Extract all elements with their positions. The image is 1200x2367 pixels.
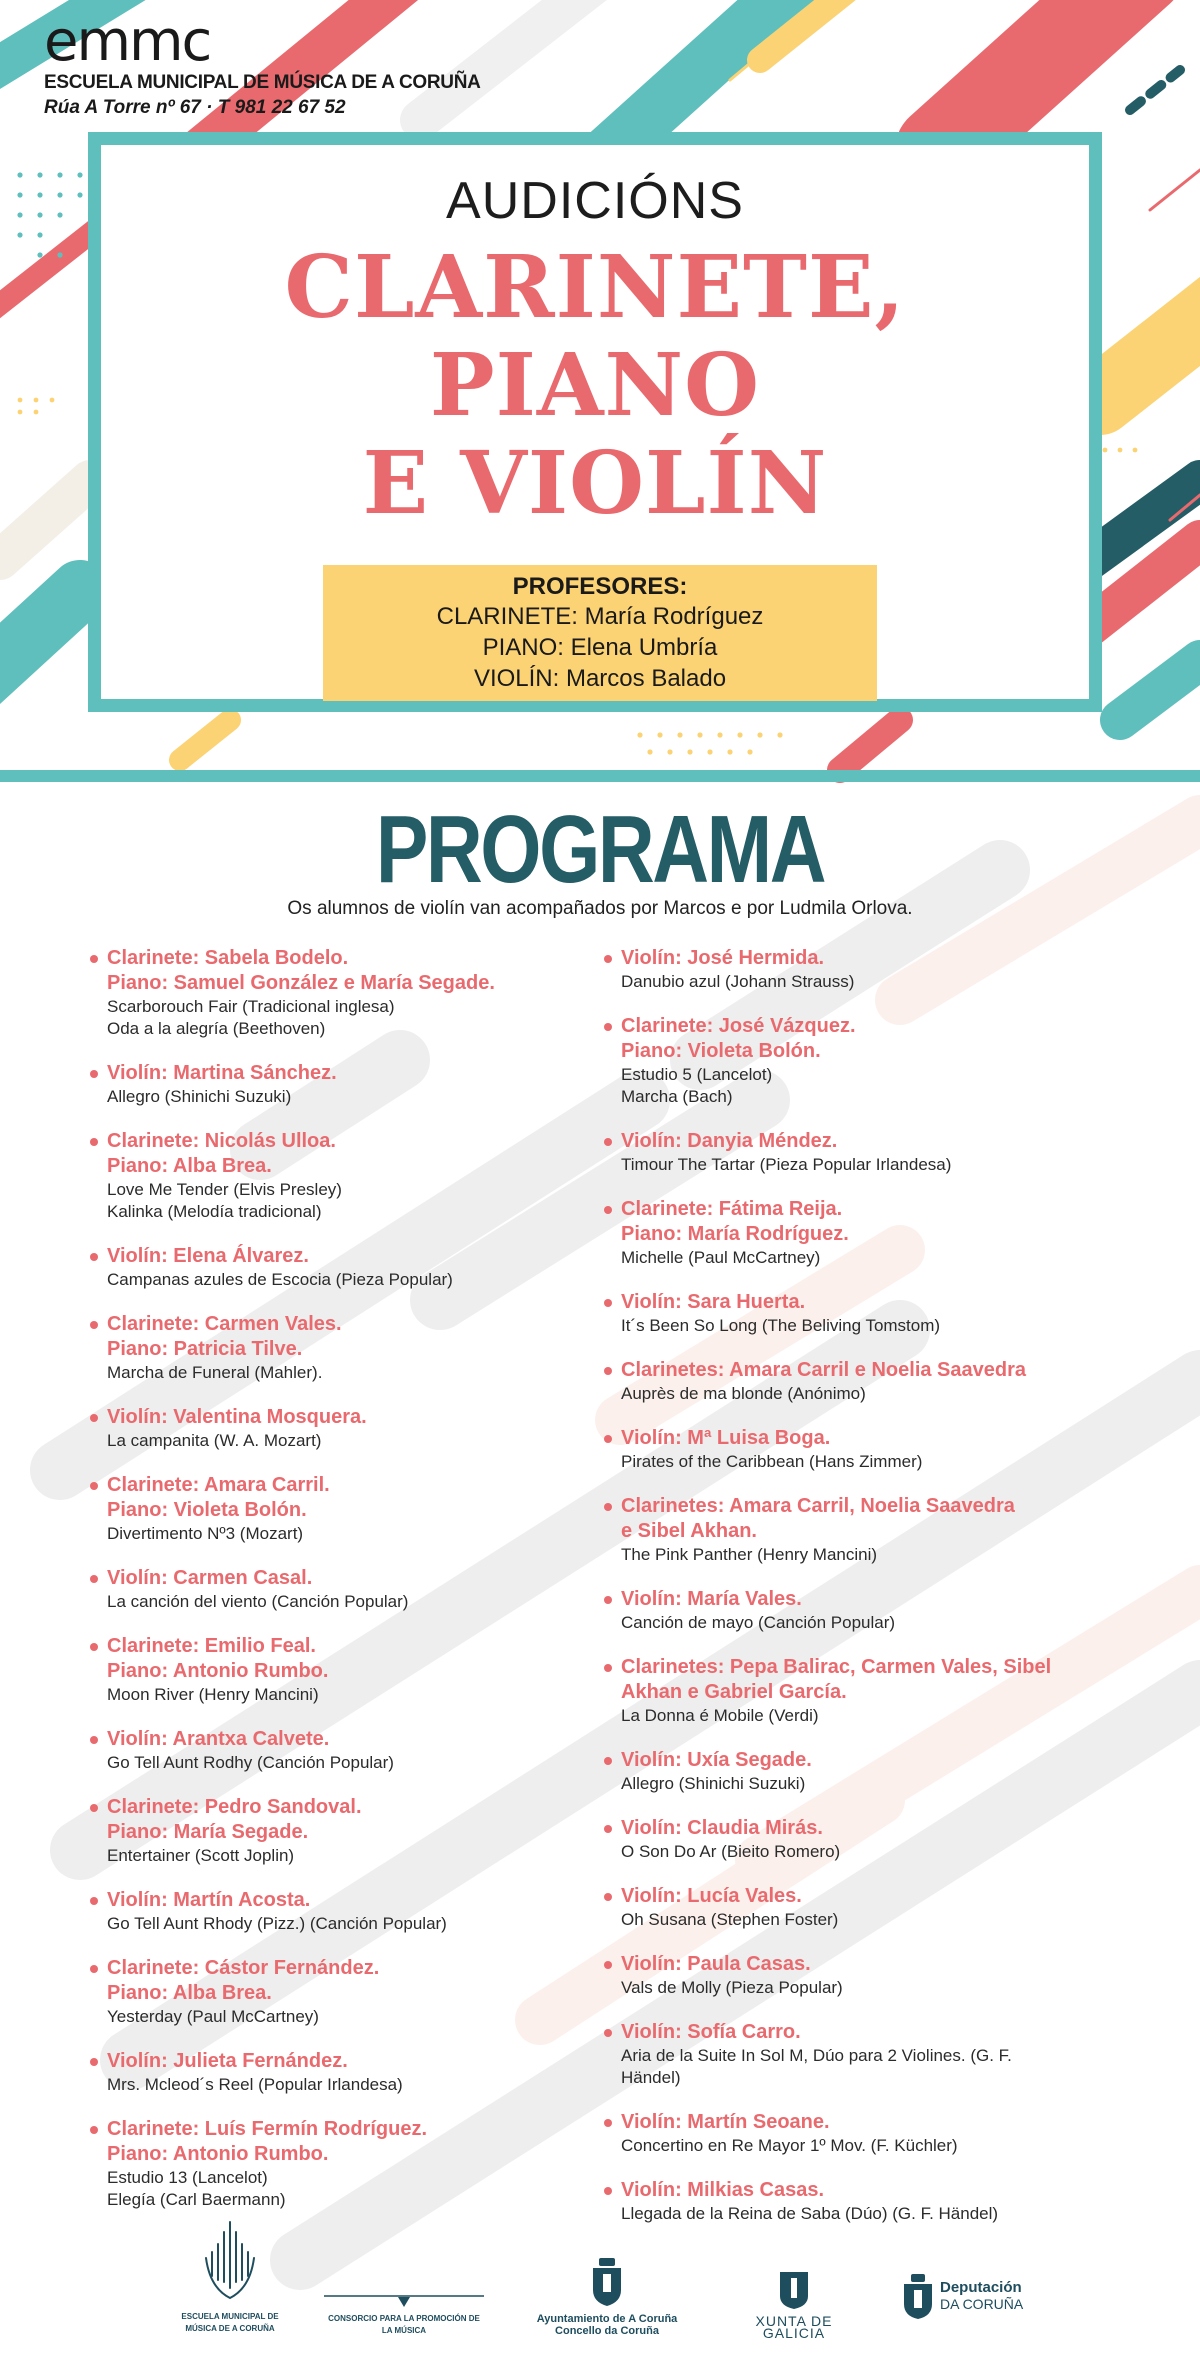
performer-line: Violín: Uxía Segade. bbox=[621, 1749, 812, 1771]
piece-line: Estudio 13 (Lancelot) bbox=[107, 2168, 268, 2187]
performer-line: Clarinete: Cástor Fernández. bbox=[107, 1957, 380, 1979]
performer-line: Violín: Milkias Casas. bbox=[621, 2179, 825, 2201]
program-entry bbox=[604, 946, 1124, 993]
program-entry bbox=[90, 1634, 590, 1706]
performer-line: Piano: María Rodríguez. bbox=[621, 1223, 849, 1245]
performer-line: Clarinete: Carmen Vales. bbox=[107, 1313, 342, 1335]
performer-line: Violín: Martina Sánchez. bbox=[107, 1062, 337, 1084]
piece-line: Oh Susana (Stephen Foster) bbox=[621, 1910, 839, 1929]
program-entry bbox=[90, 1473, 590, 1545]
piece-line: Moon River (Henry Mancini) bbox=[107, 1685, 319, 1704]
piece-line: Mrs. Mcleod´s Reel (Popular Irlandesa) bbox=[107, 2075, 403, 2094]
section-divider bbox=[0, 770, 1200, 782]
piece-line: Oda a la alegría (Beethoven) bbox=[107, 1019, 326, 1038]
program-entry bbox=[90, 1888, 590, 1935]
school-address: Rúa A Torre nº 67 · T 981 22 67 52 bbox=[44, 97, 346, 118]
program-entry bbox=[90, 1061, 590, 1108]
program-entry bbox=[604, 1129, 1124, 1176]
piece-line: It´s Been So Long (The Beliving Tomstom) bbox=[621, 1316, 941, 1335]
piece-line: Pirates of the Caribbean (Hans Zimmer) bbox=[621, 1452, 923, 1471]
performer-line: e Sibel Akhan. bbox=[621, 1520, 757, 1542]
performer-line: Violín: Danyia Méndez. bbox=[621, 1130, 838, 1152]
program-entry bbox=[90, 1795, 590, 1867]
program-entry bbox=[604, 1587, 1124, 1634]
program-entry bbox=[90, 1727, 590, 1774]
hero-title-line1: CLARINETE, bbox=[284, 237, 906, 338]
program-entry bbox=[604, 1748, 1124, 1795]
professors-heading: PROFESORES: bbox=[512, 573, 688, 600]
piece-line: Michelle (Paul McCartney) bbox=[621, 1248, 821, 1267]
performer-line: Piano: Alba Brea. bbox=[107, 1982, 272, 2004]
deputacion-emblem-icon bbox=[902, 2272, 934, 2320]
consorcio-logo bbox=[324, 2294, 484, 2337]
piece-line: Allegro (Shinichi Suzuki) bbox=[621, 1774, 806, 1793]
program-entry bbox=[90, 1566, 590, 1613]
professors-panel bbox=[323, 565, 877, 701]
ayuntamiento-logo bbox=[522, 2256, 692, 2337]
piece-line: La canción del viento (Canción Popular) bbox=[107, 1592, 409, 1611]
program-entry bbox=[604, 1494, 1124, 1566]
piece-line: Entertainer (Scott Joplin) bbox=[107, 1846, 295, 1865]
programa-title: PROGRAMA bbox=[375, 796, 825, 903]
hero-card bbox=[88, 132, 1102, 712]
deputacion-logo bbox=[902, 2272, 1032, 2320]
piece-line: La Donna é Mobile (Verdi) bbox=[621, 1706, 819, 1725]
triangle-icon bbox=[324, 2294, 484, 2308]
school-name: ESCUELA MUNICIPAL DE MÚSICA DE A CORUÑA bbox=[44, 72, 481, 93]
performer-line: Clarinetes: Amara Carril e Noelia Saavedra bbox=[621, 1359, 1027, 1381]
performer-line: Piano: Samuel González e María Segade. bbox=[107, 972, 495, 994]
program-entry bbox=[90, 2049, 590, 2096]
xunta-logo bbox=[724, 2270, 864, 2339]
performer-line: Piano: Alba Brea. bbox=[107, 1155, 272, 1177]
performer-line: Violín: Sofía Carro. bbox=[621, 2021, 801, 2043]
performer-line: Akhan e Gabriel García. bbox=[621, 1681, 847, 1703]
emmc-footer-text: ESCUELA MUNICIPAL DE MÚSICA DE A CORUÑA bbox=[181, 2312, 279, 2333]
deputacion-line2: DA CORUÑA bbox=[940, 2296, 1024, 2312]
program-entry bbox=[604, 2178, 1124, 2225]
performer-line: Violín: Paula Casas. bbox=[621, 1953, 811, 1975]
piece-line: The Pink Panther (Henry Mancini) bbox=[621, 1545, 878, 1564]
performer-line: Violín: Julieta Fernández. bbox=[107, 2050, 348, 2072]
performer-line: Clarinete: Emilio Feal. bbox=[107, 1635, 316, 1657]
program-entry bbox=[604, 1014, 1124, 1108]
piece-line: Canción de mayo (Canción Popular) bbox=[621, 1613, 896, 1632]
program-entry bbox=[90, 1244, 590, 1291]
piece-line: Yesterday (Paul McCartney) bbox=[107, 2007, 319, 2026]
piece-line: Allegro (Shinichi Suzuki) bbox=[107, 1087, 292, 1106]
program-entry bbox=[604, 1816, 1124, 1863]
performer-line: Violín: Lucía Vales. bbox=[621, 1885, 802, 1907]
professor-line: CLARINETE: María Rodríguez bbox=[436, 603, 764, 630]
hero-title-line3: E VIOLÍN bbox=[362, 433, 828, 534]
program-entry bbox=[90, 2117, 590, 2211]
logo-mark: emmc bbox=[44, 9, 211, 74]
piece-line: Estudio 5 (Lancelot) bbox=[621, 1065, 773, 1084]
performer-line: Clarinetes: Pepa Balirac, Carmen Vales, Sibel bbox=[621, 1656, 1052, 1678]
performer-line: Violín: José Hermida. bbox=[621, 947, 825, 969]
performer-line: Clarinete: Fátima Reija. bbox=[621, 1198, 843, 1220]
piece-line: Vals de Molly (Pieza Popular) bbox=[621, 1978, 843, 1997]
hands-icon bbox=[200, 2218, 260, 2306]
deputacion-line1: Deputación bbox=[940, 2279, 1022, 2296]
performer-line: Clarinete: Nicolás Ulloa. bbox=[107, 1130, 336, 1152]
performer-line: Violín: Elena Álvarez. bbox=[107, 1245, 309, 1267]
program-entry bbox=[604, 1290, 1124, 1337]
piece-line: Aria de la Suite In Sol M, Dúo para 2 Violines. (G. F. bbox=[621, 2046, 1012, 2065]
program-entry bbox=[604, 1884, 1124, 1931]
performer-line: Piano: Violeta Bolón. bbox=[107, 1499, 307, 1521]
professor-line: VIOLÍN: Marcos Balado bbox=[473, 665, 727, 692]
piece-line: Go Tell Aunt Rhody (Pizz.) (Canción Popular) bbox=[107, 1914, 447, 1933]
program-column-right bbox=[604, 946, 1124, 2246]
piece-line: Auprès de ma blonde (Anónimo) bbox=[621, 1384, 866, 1403]
program-entry bbox=[604, 2020, 1124, 2089]
performer-line: Piano: María Segade. bbox=[107, 1821, 309, 1843]
piece-line: Concertino en Re Mayor 1º Mov. (F. Küchler) bbox=[621, 2136, 958, 2155]
performer-line: Clarinete: Sabela Bodelo. bbox=[107, 947, 349, 969]
consorcio-text: CONSORCIO PARA LA PROMOCIÓN DE LA MÚSICA bbox=[328, 2314, 480, 2335]
performer-line: Clarinetes: Amara Carril, Noelia Saavedra bbox=[621, 1495, 1015, 1517]
performer-line: Clarinete: Luís Fermín Rodríguez. bbox=[107, 2118, 428, 2140]
xunta-shield-icon bbox=[778, 2270, 810, 2310]
piece-line: Scarborouch Fair (Tradicional inglesa) bbox=[107, 997, 395, 1016]
program-entry bbox=[604, 1358, 1124, 1405]
program-entry bbox=[90, 1312, 590, 1384]
performer-line: Piano: Patricia Tilve. bbox=[107, 1338, 303, 1360]
performer-line: Violín: Valentina Mosquera. bbox=[107, 1406, 367, 1428]
performer-line: Violín: Martín Seoane. bbox=[621, 2111, 830, 2133]
piece-line: Kalinka (Melodía tradicional) bbox=[107, 1202, 322, 1221]
ayuntamiento-line2: Concello da Coruña bbox=[555, 2325, 659, 2337]
piece-line: Marcha (Bach) bbox=[621, 1087, 733, 1106]
program-entry bbox=[90, 946, 590, 1040]
piece-line: Llegada de la Reina de Saba (Dúo) (G. F. Händel) bbox=[621, 2204, 999, 2223]
piece-line: Händel) bbox=[621, 2068, 681, 2087]
program-entry bbox=[90, 1405, 590, 1452]
program-entry bbox=[604, 1655, 1124, 1727]
hero-title bbox=[101, 239, 1089, 533]
performer-line: Clarinete: Pedro Sandoval. bbox=[107, 1796, 362, 1818]
performer-line: Clarinete: José Vázquez. bbox=[621, 1015, 856, 1037]
performer-line: Piano: Violeta Bolón. bbox=[621, 1040, 821, 1062]
performer-line: Violín: Carmen Casal. bbox=[107, 1567, 313, 1589]
piece-line: Go Tell Aunt Rodhy (Canción Popular) bbox=[107, 1753, 394, 1772]
performer-line: Piano: Antonio Rumbo. bbox=[107, 1660, 329, 1682]
professor-line: PIANO: Elena Umbría bbox=[482, 634, 718, 661]
program-column-left bbox=[90, 946, 590, 2232]
performer-line: Piano: Antonio Rumbo. bbox=[107, 2143, 329, 2165]
performer-line: Violín: Sara Huerta. bbox=[621, 1291, 806, 1313]
performer-line: Violín: Claudia Mirás. bbox=[621, 1817, 823, 1839]
piece-line: Elegía (Carl Baermann) bbox=[107, 2190, 286, 2209]
piece-line: Danubio azul (Johann Strauss) bbox=[621, 972, 855, 991]
program-entry bbox=[604, 1426, 1124, 1473]
program-entry bbox=[604, 1952, 1124, 1999]
piece-line: Marcha de Funeral (Mahler). bbox=[107, 1363, 323, 1382]
piece-line: Campanas azules de Escocia (Pieza Popular) bbox=[107, 1270, 453, 1289]
piece-line: La campanita (W. A. Mozart) bbox=[107, 1431, 322, 1450]
program-entry bbox=[90, 1129, 590, 1223]
school-logo bbox=[44, 9, 481, 119]
program-entry bbox=[604, 1197, 1124, 1269]
ayuntamiento-line1: Ayuntamiento de A Coruña bbox=[536, 2313, 678, 2325]
performer-line: Violín: María Vales. bbox=[621, 1588, 802, 1610]
xunta-text: XUNTA DE GALICIA bbox=[755, 2313, 833, 2341]
programa-subtitle: Os alumnos de violín van acompañados por Marcos e por Ludmila Orlova. bbox=[287, 898, 913, 919]
piece-line: Love Me Tender (Elvis Presley) bbox=[107, 1180, 342, 1199]
performer-line: Violín: Mª Luisa Boga. bbox=[621, 1427, 831, 1449]
program-entry bbox=[604, 2110, 1124, 2157]
hero-kicker: AUDICIÓNS bbox=[446, 172, 744, 230]
hero-title-line2: PIANO bbox=[429, 335, 761, 436]
coat-of-arms-icon bbox=[589, 2256, 625, 2308]
performer-line: Violín: Martín Acosta. bbox=[107, 1889, 311, 1911]
performer-line: Violín: Arantxa Calvete. bbox=[107, 1728, 330, 1750]
performer-line: Clarinete: Amara Carril. bbox=[107, 1474, 330, 1496]
program-entry bbox=[90, 1956, 590, 2028]
emmc-footer-logo bbox=[168, 2218, 292, 2335]
piece-line: O Son Do Ar (Bieito Romero) bbox=[621, 1842, 841, 1861]
piece-line: Divertimento Nº3 (Mozart) bbox=[107, 1524, 304, 1543]
piece-line: Timour The Tartar (Pieza Popular Irlandesa) bbox=[621, 1155, 952, 1174]
